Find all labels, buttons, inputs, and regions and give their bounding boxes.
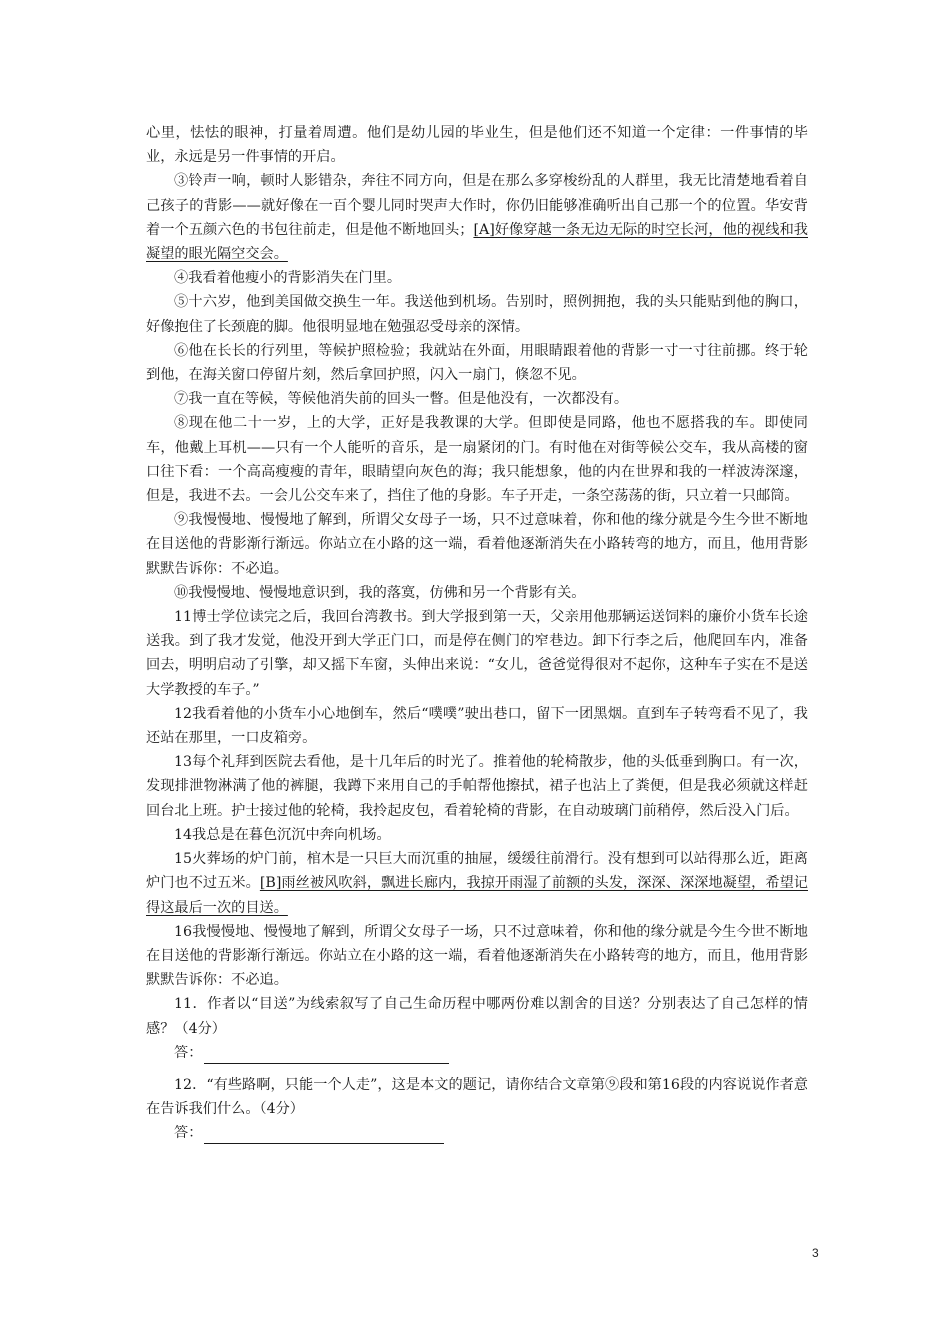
paragraph-3 (146, 169, 808, 266)
answer-12-label: 答： (174, 1125, 203, 1142)
question-11: 11．作者以“目送”为线索叙写了自己生命历程中哪两份难以割舍的目送？分别表达了自己怎样的情感？（4分） (146, 996, 808, 1037)
question-12: 12．“有些路啊，只能一个人走”，这是本文的题记，请你结合文章第⑨段和第16段的内容说说作者意在告诉我们什么。（4分） (146, 1076, 808, 1117)
paragraph-11: 11博士学位读完之后，我回台湾教书。到大学报到第一天，父亲用他那辆运送饲料的廉价小货车长途送我。到了我才发觉，他没开到大学正门口，而是停在侧门的窄巷边。卸下行李之后，他爬回车内，准备回去，明明启动了引擎，却又摇下车窗，头伸出来说：“女儿，爸爸觉得很对不起你，这种车子实在不是送大学教授的车子。” (146, 609, 808, 698)
paragraph-6: ⑥他在长长的行列里，等候护照检验；我就站在外面，用眼睛跟着他的背影一寸一寸往前挪。终于轮到他，在海关窗口停留片刻，然后拿回护照，闪入一扇门，倏忽不见。 (146, 342, 808, 384)
page-number: 3 (812, 1246, 819, 1260)
paragraph-5: ⑤十六岁，他到美国做交换生一年。我送他到机场。告别时，照例拥抱，我的头只能贴到他的胸口，好像抱住了长颈鹿的脚。他很明显地在勉强忍受母亲的深情。 (146, 294, 808, 335)
answer-12-blank-line[interactable] (204, 1143, 444, 1144)
paragraph-4: ④我看着他瘦小的背影消失在门里。 (174, 270, 402, 287)
answer-11-blank-line[interactable] (204, 1063, 449, 1064)
answer-11 (174, 1041, 808, 1073)
paragraph-9: ⑨我慢慢地、慢慢地了解到，所谓父女母子一场，只不过意味着，你和他的缘分就是今生今世不断地在目送他的背影渐行渐远。你站立在小路的这一端，看着他逐渐消失在小路转弯的地方，而且，他用背影默默告诉你：不必追。 (146, 512, 808, 577)
paragraph-continued: 心里，怯怯的眼神，打量着周遭。他们是幼儿园的毕业生，但是他们还不知道一个定律：一件事情的毕业，永远是另一件事情的开启。 (146, 125, 808, 166)
underlined-sentence-b: [B]雨丝被风吹斜，飘进长廊内，我掠开雨湿了前额的头发，深深、深深地凝望，希望记得这最后一次的目送。 (146, 875, 808, 916)
answer-11-label: 答： (174, 1044, 203, 1061)
paragraph-14: 14我总是在暮色沉沉中奔向机场。 (174, 826, 391, 843)
paragraph-10: ⑩我慢慢地、慢慢地意识到，我的落寞，仿佛和另一个背影有关。 (174, 584, 586, 601)
article-body (146, 121, 808, 1153)
paragraph-15 (146, 847, 808, 920)
paragraph-12: 12我看着他的小货车小心地倒车，然后“噗噗”驶出巷口，留下一团黑烟。直到车子转弯看不见了，我还站在那里，一口皮箱旁。 (146, 705, 808, 747)
paragraph-16: 16我慢慢地、慢慢地了解到，所谓父女母子一场，只不过意味着，你和他的缘分就是今生今世不断地在目送他的背影渐行渐远。你站立在小路的这一端，看着他逐渐消失在小路转弯的地方，而且，他用背影默默告诉你：不必追。 (146, 923, 808, 989)
paragraph-13: 13每个礼拜到医院去看他，是十几年后的时光了。推着他的轮椅散步，他的头低垂到胸口。有一次，发现排泄物淋满了他的裤腿，我蹲下来用自己的手帕帮他擦拭，裙子也沾上了粪便，但是我必须就这样赶回台北上班。护士接过他的轮椅，我拎起皮包，看着轮椅的背影，在自动玻璃门前稍停，然后没入门后。 (146, 754, 808, 819)
underlined-sentence-a: [A]好像穿越一条无边无际的时空长河，他的视线和我凝望的眼光隔空交会。 (146, 221, 808, 263)
paragraph-3-text: ③铃声一响，顿时人影错杂，奔往不同方向，但是在那么多穿梭纷乱的人群里，我无比清楚地看着自己孩子的背影——就好像在一百个婴儿同时哭声大作时，你仍旧能够准确听出自己那一个的位置。华安背着一个五颜六色的书包往前走，但是他不断地回头； (146, 173, 808, 238)
paragraph-15-text: 15火葬场的炉门前，棺木是一只巨大而沉重的抽屉，缓缓往前滑行。没有想到可以站得那么近，距离炉门也不过五米。 (146, 851, 808, 892)
answer-12 (174, 1121, 808, 1153)
paragraph-7: ⑦我一直在等候，等候他消失前的回头一瞥。但是他没有，一次都没有。 (174, 391, 629, 408)
paragraph-8: ⑧现在他二十一岁，上的大学，正好是我教课的大学。但即使是同路，他也不愿搭我的车。即使同车，他戴上耳机——只有一个人能听的音乐，是一扇紧闭的门。有时他在对街等候公交车，我从高楼的窗口往下看：一个高高瘦瘦的青年，眼睛望向灰色的海；我只能想象，他的内在世界和我的一样波涛深邃，但是，我进不去。一会儿公交车来了，挡住了他的身影。车子开走，一条空荡荡的街，只立着一只邮筒。 (146, 415, 808, 505)
